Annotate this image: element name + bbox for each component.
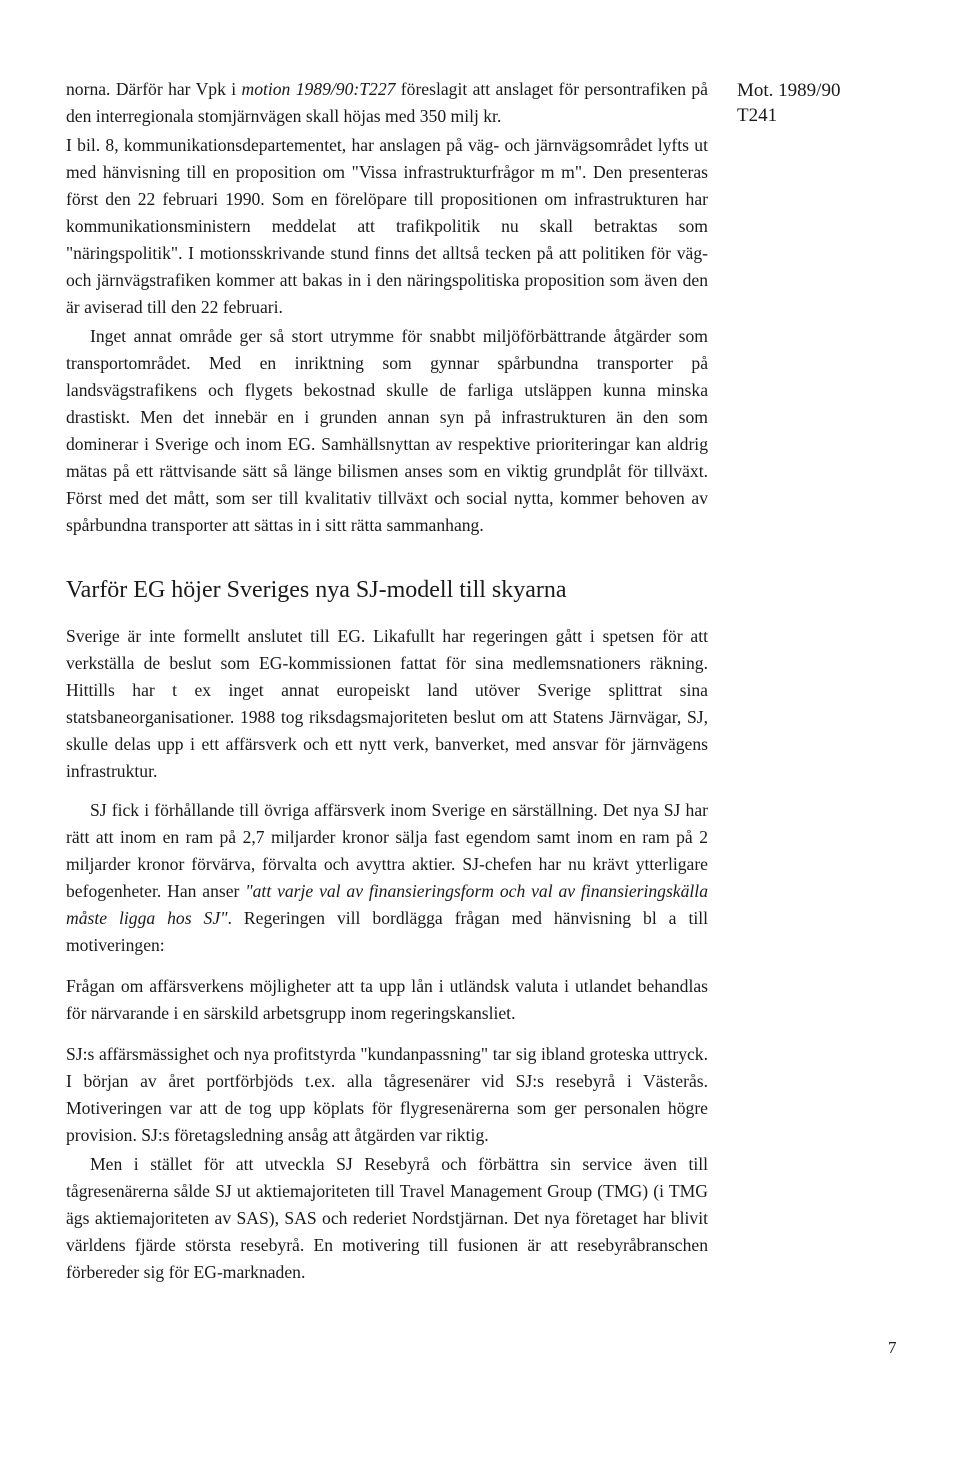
motion-citation: motion 1989/90:T227 [241,79,396,99]
paragraph: SJ:s affärsmässighet och nya profitstyrda "kundanpassning" tar sig ibland groteska uttryck. I början av året portförbjöds t.ex. alla tågresenärer vid SJ:s resebyrå i Västerås. Motiveringen var att de tog upp köplats för flygresenärerna som ger personalen högre provision. SJ:s företagsledning ansåg att åtgärden var riktig. [66,1044,708,1145]
paragraph: Men i stället för att utveckla SJ Resebyrå och förbättra sin service även till tågresenärerna sålde SJ ut aktiemajoriteten till Travel Management Group (TMG) (i TMG ägs aktiemajoriteten av SAS), SAS och rederiet Nordstjärnan. Det nya företaget har blivit världens fjärde största resebyrå. En motivering till fusionen är att resebyråbranschen förbereder sig för EG-marknaden. [66,1154,708,1282]
text-column [66,76,708,1286]
quoted-demand: "att varje val av finansieringsform och val av finansieringskälla måste ligga hos SJ" [66,881,708,928]
text-run: SJ fick i förhållande till övriga affärsverk inom Sverige en särställning. Det nya SJ har rätt att inom en ram på 2,7 miljarder kronor sälja fast egendom samt inom en ram på 2 miljarder kronor förvärva, förvalta och avyttra aktier. SJ-chefen har nu krävt ytterligare befogenheter. Han anser [66,800,708,901]
paragraph: Inget annat område ger så stort utrymme för snabbt miljöförbättrande åtgärder som transportområdet. Med en inriktning som gynnar spårbundna transporter på landsvägstrafikens och flygets bekostnad skulle de farliga utsläppen kunna minska drastiskt. Men det innebär en i grunden annan syn på infrastrukturen än den som dominerar i Sverige och inom EG. Samhällsnyttan av respektive prioriteringar kan aldrig mätas på ett rättvisande sätt så länge bilismen anses som en viktig grundplåt för tillväxt. Först med det mått, som ser till kvalitativ tillväxt och social nytta, kommer behoven av spårbundna transporter att sättas in i sitt rätta sammanhang. [66,326,708,535]
text-run: föreslagit att anslaget för persontrafiken på den interregionala stomjärnvägen skall höjas med 350 milj kr. [66,79,708,126]
section-heading: Varför EG höjer Sveriges nya SJ-modell till skyarna [66,577,567,603]
paragraph: I bil. 8, kommunikationsdepartementet, har anslagen på väg- och järnvägsområdet lyfts ut med hänvisning till en proposition om "Vissa infrastrukturfrågor m m". Den presenteras först den 22 februari 1990. Som en förelöpare till propositionen om infrastrukturen har kommunikationsministern meddelat att trafikpolitik nu skall betraktas som "näringspolitik". I motionsskrivande stund finns det alltså tecken på att politiken för väg- och järnvägstrafiken kommer att bakas in i den näringspolitiska proposition som även den är aviserad till den 22 februari. [66,135,708,317]
text-run: norna. Därför har Vpk i [66,79,242,99]
motion-code: T241 [737,105,778,126]
page-number: 7 [888,1338,897,1357]
text-run: . Regeringen vill bordlägga frågan med hänvisning bl a till motiveringen: [66,908,709,955]
block-quote: Frågan om affärsverkens möjligheter att ta upp lån i utländsk valuta i utlandet behandlas för närvarande i en särskild arbetsgrupp inom regeringskansliet. [66,976,708,1023]
paragraph [66,797,708,959]
paragraph [66,76,708,130]
paragraph: Sverige är inte formellt anslutet till EG. Likafullt har regeringen gått i spetsen för att verkställa de beslut som EG-kommissionen fattat för sina medlemsnationers räkning. Hittills har t ex inget annat europeiskt land utöver Sverige splittrat sina statsbaneorganisationer. 1988 tog riksdagsmajoriteten beslut om att Statens Järnvägar, SJ, skulle delas upp i ett affärsverk och ett nytt verk, banverket, med ansvar för järnvägens infrastruktur. [66,626,708,781]
margin-reference [737,78,907,128]
motion-reference: Mot. 1989/90 [737,80,841,101]
